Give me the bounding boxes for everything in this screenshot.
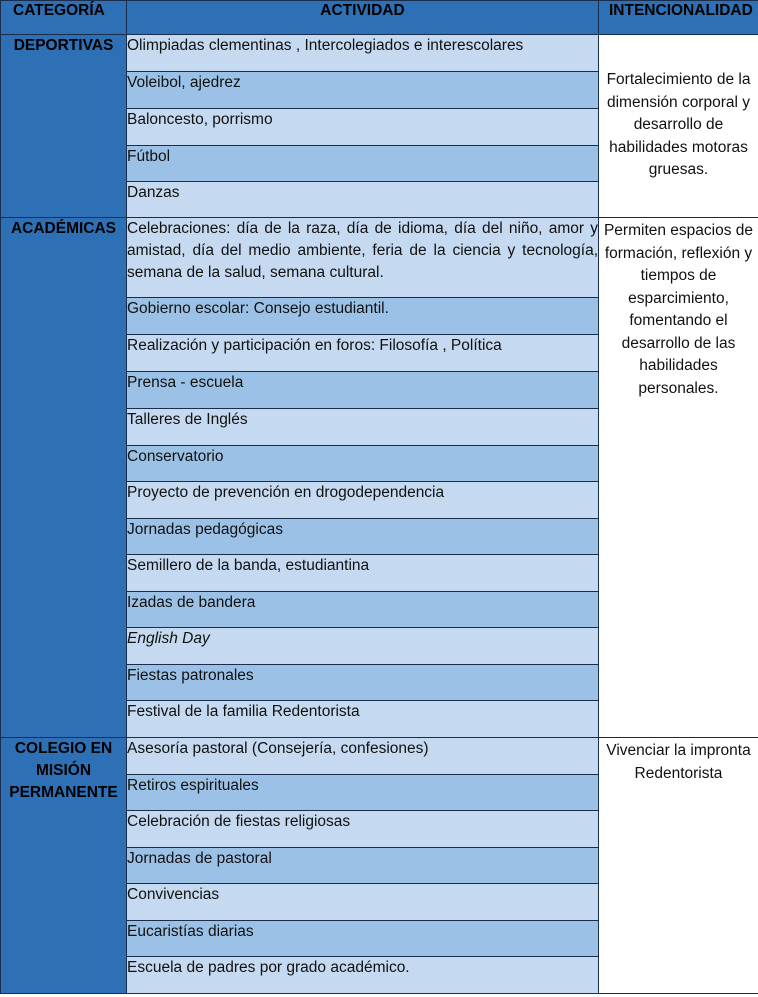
activity-cell: Gobierno escolar: Consejo estudiantil. <box>127 298 599 335</box>
table-row <box>1 35 758 72</box>
activity-cell: Convivencias <box>127 884 599 921</box>
activity-cell: Semillero de la banda, estudiantina <box>127 555 599 592</box>
intent-cell <box>599 218 758 738</box>
activity-cell: Realización y participación en foros: Filosofía , Política <box>127 335 599 372</box>
header-category: CATEGORÍA <box>1 1 127 35</box>
header-activity: ACTIVIDAD <box>127 1 599 35</box>
header-intent: INTENCIONALIDAD <box>599 1 758 35</box>
activity-cell: Celebración de fiestas religiosas <box>127 811 599 848</box>
intent-text: Permiten espacios de formación, reflexión y tiempos de esparcimiento, fomentando el desarrollo de las habilidades personales. <box>603 222 754 397</box>
activity-cell: Jornadas de pastoral <box>127 848 599 884</box>
group-academicas <box>1 218 758 738</box>
activity-cell: Fútbol <box>127 146 599 182</box>
activity-cell: Retiros espirituales <box>127 775 599 811</box>
group-mision <box>1 738 758 994</box>
activity-cell: Voleibol, ajedrez <box>127 72 599 109</box>
intent-text: Fortalecimiento de la dimensión corporal y desarrollo de habilidades motoras gruesas. <box>606 71 751 178</box>
activity-cell: Baloncesto, porrismo <box>127 109 599 146</box>
activity-cell: Izadas de bandera <box>127 592 599 628</box>
activity-cell: Olimpiadas clementinas , Intercolegiados e interescolares <box>127 35 599 72</box>
intent-cell <box>599 738 758 994</box>
activity-cell: Festival de la familia Redentorista <box>127 701 599 738</box>
activity-cell: Celebraciones: día de la raza, día de idioma, día del niño, amor y amistad, día del medio ambiente, feria de la ciencia y tecnología, semana de la salud, semana cultural. <box>127 218 599 298</box>
intent-text: Vivenciar la impronta Redentorista <box>606 742 751 782</box>
english-day-text: English Day <box>127 630 210 647</box>
group-deportivas <box>1 35 758 218</box>
activity-cell: Conservatorio <box>127 446 599 482</box>
activity-cell: Prensa - escuela <box>127 372 599 409</box>
table-row <box>1 738 758 775</box>
category-cell: ACADÉMICAS <box>1 218 127 738</box>
category-cell: DEPORTIVAS <box>1 35 127 218</box>
activity-cell: Proyecto de prevención en drogodependencia <box>127 482 599 519</box>
activity-cell: Asesoría pastoral (Consejería, confesiones) <box>127 738 599 775</box>
activity-cell: Eucaristías diarias <box>127 921 599 957</box>
activity-cell <box>127 628 599 665</box>
table-row <box>1 218 758 298</box>
intent-cell <box>599 35 758 218</box>
activity-cell: Jornadas pedagógicas <box>127 519 599 555</box>
category-cell: COLEGIO EN MISIÓN PERMANENTE <box>1 738 127 994</box>
header-row <box>1 1 758 35</box>
activity-cell: Escuela de padres por grado académico. <box>127 957 599 994</box>
activity-cell: Talleres de Inglés <box>127 409 599 446</box>
activity-cell: Danzas <box>127 182 599 218</box>
activity-cell: Fiestas patronales <box>127 665 599 701</box>
